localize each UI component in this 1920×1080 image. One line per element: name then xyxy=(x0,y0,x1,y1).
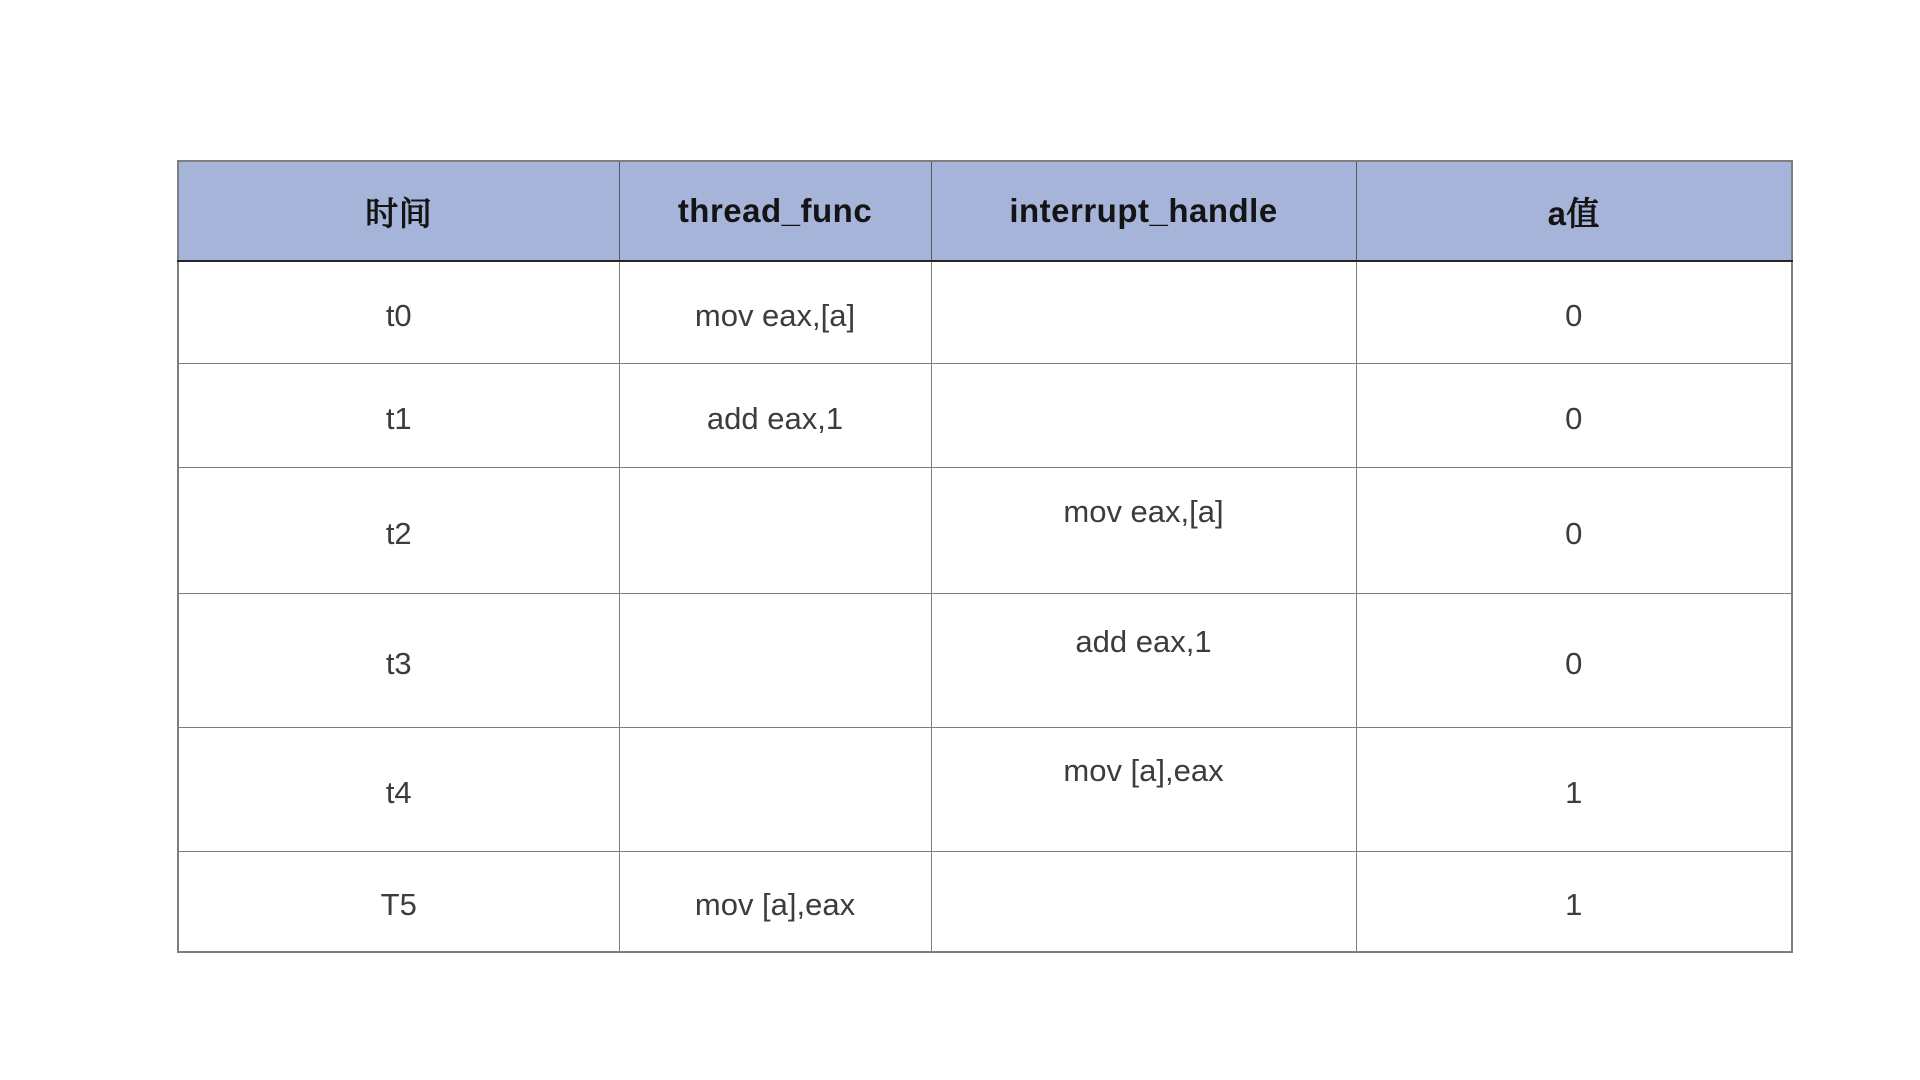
table-row-t0 xyxy=(178,261,1792,363)
cell-a-value: 1 xyxy=(1356,851,1792,952)
column-header-thread-func: thread_func xyxy=(619,161,931,261)
table-row-T5 xyxy=(178,851,1792,952)
cell-interrupt-handle xyxy=(931,261,1356,363)
execution-timeline-table xyxy=(177,160,1793,953)
cell-interrupt-handle xyxy=(931,851,1356,952)
cell-time: t4 xyxy=(178,727,619,851)
table-row-t3 xyxy=(178,593,1792,727)
table-row-t4 xyxy=(178,727,1792,851)
cell-a-value: 0 xyxy=(1356,467,1792,593)
cell-a-value: 0 xyxy=(1356,593,1792,727)
cell-thread-func: add eax,1 xyxy=(619,363,931,467)
column-header-a-value: a值 xyxy=(1356,161,1792,261)
cell-thread-func xyxy=(619,727,931,851)
cell-interrupt-handle: add eax,1 xyxy=(931,593,1356,727)
cell-a-value: 1 xyxy=(1356,727,1792,851)
cell-interrupt-handle xyxy=(931,363,1356,467)
cell-time: T5 xyxy=(178,851,619,952)
cell-time: t1 xyxy=(178,363,619,467)
cell-thread-func: mov eax,[a] xyxy=(619,261,931,363)
table-row-t1 xyxy=(178,363,1792,467)
cell-interrupt-handle: mov eax,[a] xyxy=(931,467,1356,593)
cell-interrupt-handle: mov [a],eax xyxy=(931,727,1356,851)
cell-a-value: 0 xyxy=(1356,363,1792,467)
cell-time: t2 xyxy=(178,467,619,593)
column-header-interrupt-handle: interrupt_handle xyxy=(931,161,1356,261)
cell-time: t3 xyxy=(178,593,619,727)
table-header-row xyxy=(178,161,1792,261)
cell-thread-func xyxy=(619,593,931,727)
cell-a-value: 0 xyxy=(1356,261,1792,363)
cell-thread-func: mov [a],eax xyxy=(619,851,931,952)
table-row-t2 xyxy=(178,467,1792,593)
cell-thread-func xyxy=(619,467,931,593)
cell-time: t0 xyxy=(178,261,619,363)
column-header-time: 时间 xyxy=(178,161,619,261)
